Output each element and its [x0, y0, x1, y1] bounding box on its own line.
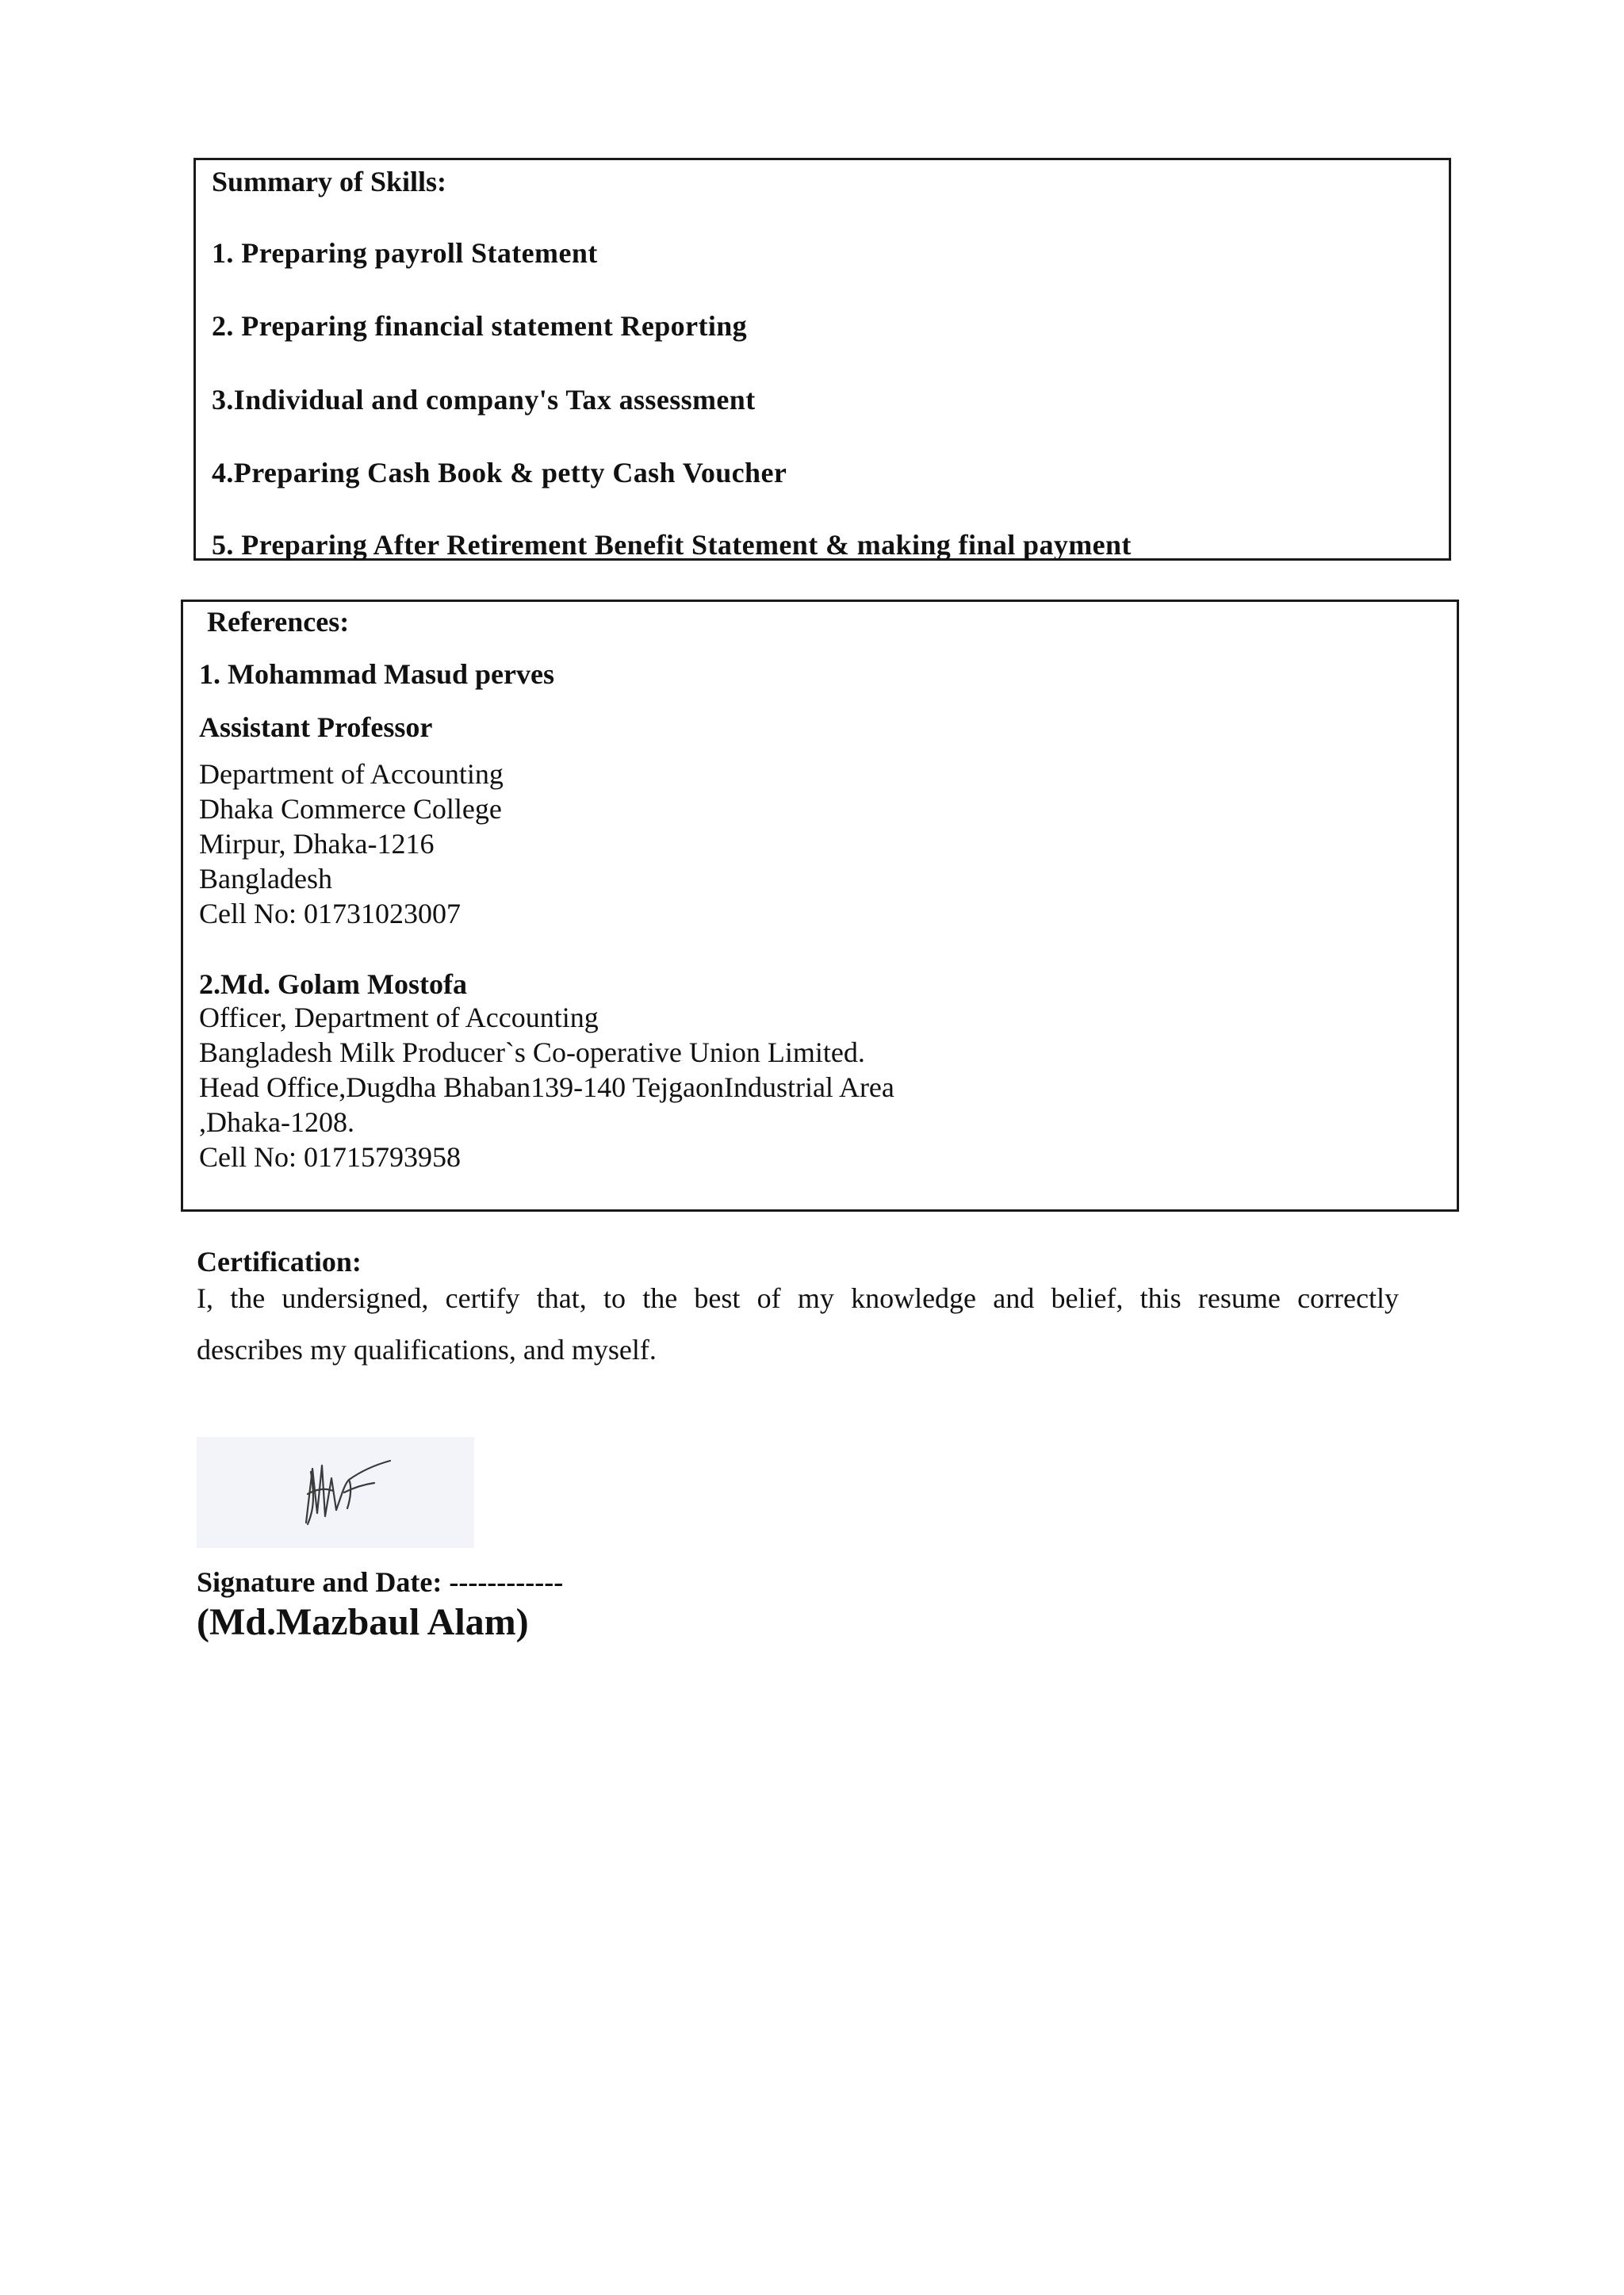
reference-1-line: Bangladesh	[199, 863, 332, 895]
certification-word: this	[1139, 1282, 1182, 1314]
reference-2-line: ,Dhaka-1208.	[199, 1106, 354, 1138]
skill-item: 5. Preparing After Retirement Benefit Statement & making final payment	[212, 529, 1132, 561]
certification-word: that,	[536, 1282, 587, 1314]
references-heading: References:	[207, 606, 350, 638]
skills-section	[193, 158, 1451, 561]
references-section	[181, 600, 1459, 1212]
certification-word: my	[797, 1282, 834, 1314]
certification-word: best	[694, 1282, 741, 1314]
certification-word: the	[230, 1282, 266, 1314]
certification-text-line-1	[197, 1282, 1399, 1315]
reference-2-line: Head Office,Dugdha Bhaban139-140 TejgaonIndustrial Area	[199, 1071, 894, 1103]
skill-item: 2. Preparing financial statement Reporting	[212, 310, 748, 342]
reference-1-phone: Cell No: 01731023007	[199, 898, 461, 929]
reference-2-line: Bangladesh Milk Producer`s Co-operative Union Limited.	[199, 1036, 865, 1068]
reference-1-line: Department of Accounting	[199, 758, 504, 790]
certification-word: I,	[197, 1282, 213, 1314]
certification-word: correctly	[1297, 1282, 1399, 1314]
reference-1-line: Mirpur, Dhaka-1216	[199, 828, 435, 860]
signature-date-label: Signature and Date: ------------	[197, 1566, 564, 1598]
reference-2-phone: Cell No: 01715793958	[199, 1141, 461, 1173]
certification-word: belief,	[1051, 1282, 1124, 1314]
certification-word: and	[993, 1282, 1035, 1314]
skill-item: 4.Preparing Cash Book & petty Cash Voucher	[212, 457, 787, 489]
certification-word: certify	[445, 1282, 520, 1314]
certification-word: the	[642, 1282, 678, 1314]
certification-word: undersigned,	[282, 1282, 429, 1314]
skills-heading: Summary of Skills:	[212, 166, 447, 197]
reference-1-name: 1. Mohammad Masud perves	[199, 658, 554, 690]
certification-text-line-2: describes my qualifications, and myself.	[197, 1334, 657, 1366]
reference-2-line: Officer, Department of Accounting	[199, 1002, 599, 1033]
certification-word: knowledge	[851, 1282, 977, 1314]
certification-word: of	[756, 1282, 781, 1314]
skill-item: 3.Individual and company's Tax assessment	[212, 384, 756, 416]
reference-1-position: Assistant Professor	[199, 711, 433, 743]
certification-word: resume	[1197, 1282, 1281, 1314]
signature-image	[197, 1437, 474, 1548]
signatory-name: (Md.Mazbaul Alam)	[197, 1601, 529, 1643]
certification-heading: Certification:	[197, 1246, 362, 1278]
reference-2-name: 2.Md. Golam Mostofa	[199, 968, 467, 1000]
certification-word: to	[603, 1282, 626, 1314]
reference-1-line: Dhaka Commerce College	[199, 793, 502, 825]
skill-item: 1. Preparing payroll Statement	[212, 237, 598, 269]
